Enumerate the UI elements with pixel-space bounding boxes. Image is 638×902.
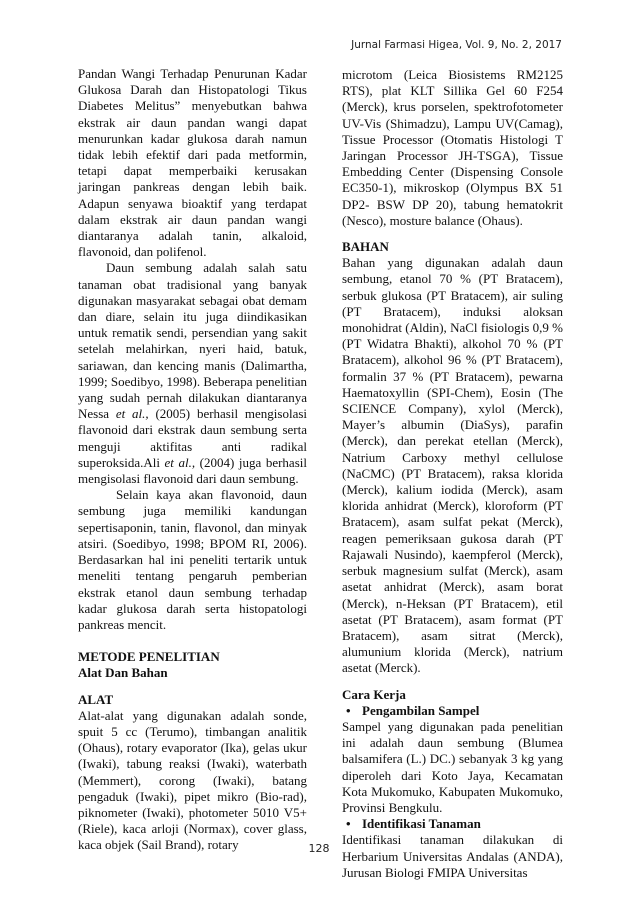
heading-alat: ALAT — [78, 691, 114, 707]
heading-alat-dan-bahan: Alat Dan Bahan — [78, 665, 168, 681]
paragraph-sampel: Sampel yang digunakan pada penelitian ini adalah daun sembung (Blumea balsamifera (L.) DC.) sebanyak 3 kg yang diperoleh dari Koto Jaya, Kecamatan Kota Mukomuko, Kabupaten Mukomuko, Provinsi Bengkulu. — [342, 718, 563, 815]
left-column — [78, 66, 307, 854]
paragraph-flavonoid: Selain kaya akan flavonoid, daun sembung juga memiliki kandungan sepertisaponin, tanin, flavonol, dan minyak atsiri. (Soedibyo, 1998; BPOM RI, 2006). Berdasarkan hal ini peneliti tertarik untuk meneliti tentang pengaruh pemberian ekstrak etanol daun sembung terhadap kadar glukosa darah serta histopatologi pankreas mencit. — [78, 487, 307, 632]
paragraph-intro-cont: Pandan Wangi Terhadap Penurunan Kadar Glukosa Darah dan Histopatologi Tikus Diabetes Melitus” menyebutkan bahwa ekstrak air daun pandan wangi dapat menurunkan kadar glukosa darah namun tidak lebih efektif dari pada metformin, tetapi dapat memperbaiki kerusakan jaringan pankreas dengan lebih baik. Adapun senyawa bioaktif yang terdapat dalam ekstrak air daun pandan wangi diantaranya adalah tanin, alkaloid, flavonoid, dan polifenol. — [78, 66, 307, 260]
text-segment: Daun sembung adalah salah satu tanaman obat tradisional yang banyak digunakan masyarakat sebagai obat demam dan diare, selain itu juga diindikasikan untuk rematik sendi, persendian yang sakit setelah melahirkan, nyeri haid, batuk, sariawan, dan kencing manis (Dalimartha, 1999; Soedibyo, 1998). Beberapa penelitian yang sudah pernah dilakukan diantaranya Nessa — [78, 260, 307, 422]
bullet-identifikasi-tanaman: • Identifikasi Tanaman — [342, 816, 563, 832]
heading-bahan: BAHAN — [342, 239, 389, 255]
paragraph-alat: Alat-alat yang digunakan adalah sonde, spuit 5 cc (Terumo), timbangan analitik (Ohaus), rotary evaporator (Ika), gelas ukur (Iwaki), tabung reaksi (Iwaki), waterbath (Memmert), corong (Iwaki), batang pengaduk (Iwaki), pipet mikro (Bio-rad), piknometer (Iwaki), photometer 5010 V5+ (Riele), kaca arloji (Normax), cover glass, kaca objek (Sail Brand), rotary — [78, 707, 307, 853]
journal-header: Jurnal Farmasi Higea, Vol. 9, No. 2, 2017 — [351, 39, 562, 51]
text-segment: (2004) juga berhasil mengisolasi flavonoid dari daun sembung. — [78, 454, 307, 487]
heading-cara-kerja: Cara Kerja — [342, 686, 406, 702]
paragraph-bahan: Bahan yang digunakan adalah daun sembung, etanol 70 % (PT Bratacem), serbuk glukosa (PT Bratacem), air suling (PT Bratacem), induksi aloksan monohidrat (Aldin), NaCl fisiologis 0,9 % (PT Widatra Bhakti), alkohol 70 % (PT Bratacem), alkohol 96 % (PT Bratacem), formalin 37 % (PT Bratacem), pewarna Haematoxyllin (SPI-Chem), Eosin (The SCIENCE Company), xylol (Merck), Mayer’s albumin (DiaSys), parafin (Merck), dan perekat etellan (Merck), Natrium Carboxy methyl cellulose (NaCMC) (PT Bratacem), raksa klorida (Merck), kalium iodida (Merck), asam klorida anhidrat (Merck), kloroform (PT Bratacem), asam sulfat pekat (Merck), reagen pemeriksaan gukosa darah (PT Rajawali Nusindo), kaempferol (Merck), serbuk magnesium sulfat (Merck), asam asetat anhidrat (Merck), asam borat (Merck), n-Heksan (PT Bratacem), etil asetat (PT Bratacem), asam format (PT Bratacem), asam sitrat (Merck), alumunium klorida (Merck), natrium asetat (Merck). — [342, 255, 563, 676]
et-al-italic: et al., — [115, 406, 149, 422]
page-number: 128 — [308, 842, 330, 855]
paragraph-alat-cont: microtom (Leica Biosistems RM2125 RTS), plat KLT Sillika Gel 60 F254 (Merck), krus porselen, spektrofotometer UV-Vis (Shimadzu), Lampu UV(Camag), Tissue Processor (Otomatis Histologi T Jaringan Processor JH-TSGA), Tissue Embedding Center (Dispensing Console EC350-1), mikroskop (Olympus BX 51 DP2- BSW DP 20), tabung hematokrit (Nesco), mosture balance (Ohaus). — [342, 67, 563, 228]
bullet-pengambilan-sampel: • Pengambilan Sampel — [342, 703, 563, 719]
paragraph-identifikasi: Identifikasi tanaman dilakukan di Herbarium Universitas Andalas (ANDA), Jurusan Biologi FMIPA Universitas — [342, 832, 563, 880]
right-column — [342, 67, 563, 881]
text-segment: (2005) berhasil mengisolasi flavonoid dari ekstrak daun sembung serta menguji aktifitas anti radikal superoksida.Ali — [78, 406, 308, 470]
paragraph-daun-sembung — [78, 260, 307, 487]
et-al-italic: et al., — [164, 454, 196, 470]
heading-metode-penelitian: METODE PENELITIAN — [78, 649, 220, 665]
